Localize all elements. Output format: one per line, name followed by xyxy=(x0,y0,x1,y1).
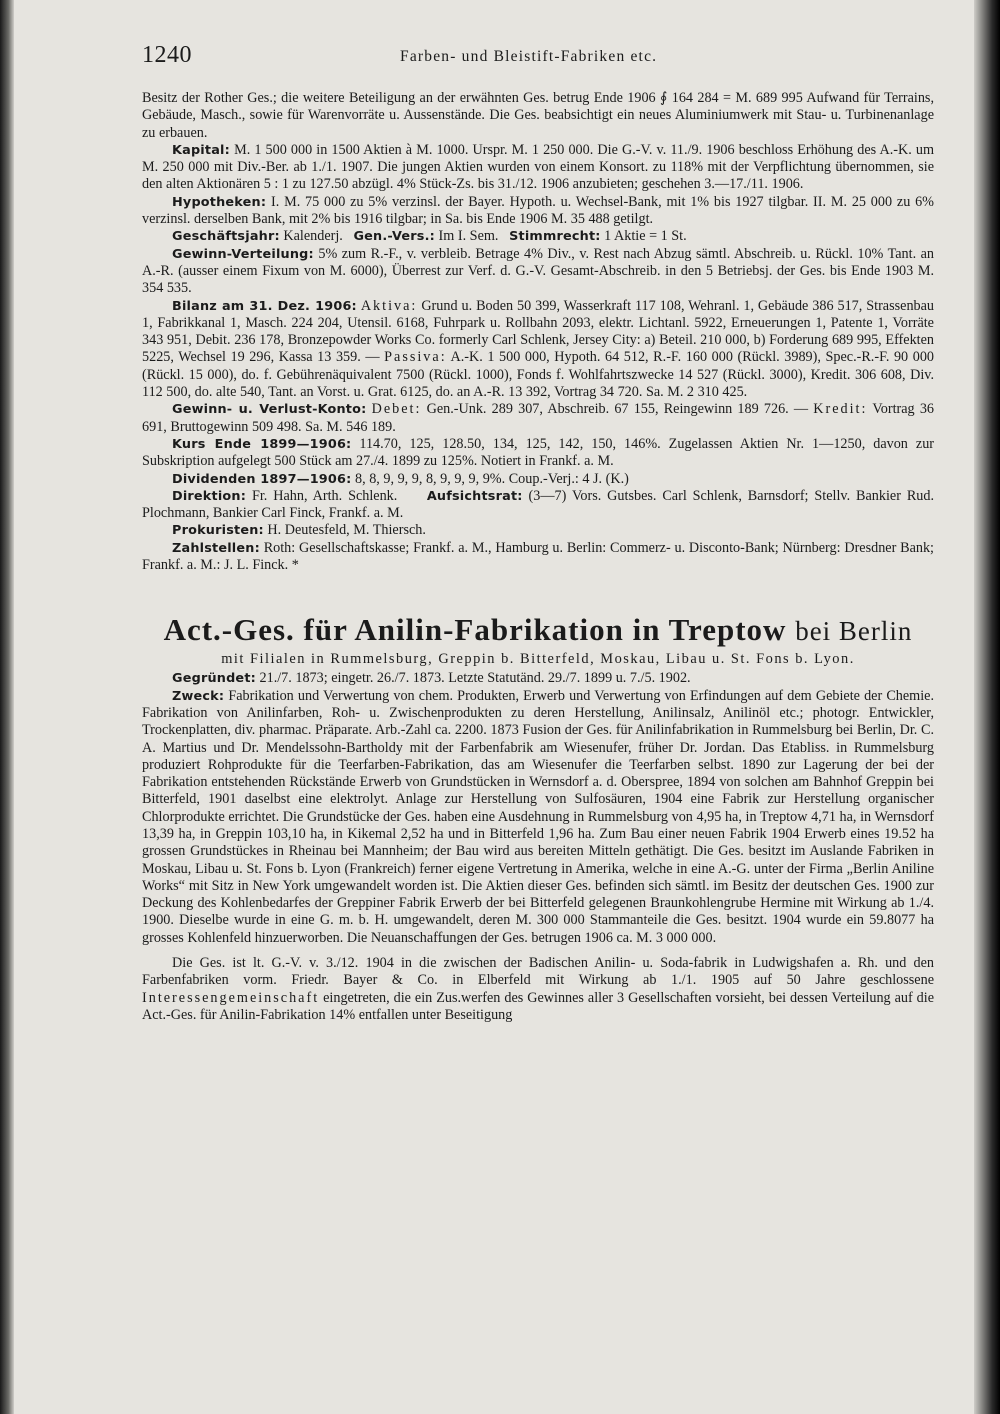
direktion-paragraph xyxy=(142,488,934,523)
direktion-label: Direktion: xyxy=(172,488,247,504)
kurs-text: 114.70, 125, 128.50, 134, 125, 142, 150, 146%. Zugelassen Aktien Nr. 1—1250, davon zur Subskription aufgelegt 500 Stück am 27./4. 1899 zu 125%. Notiert in Frankf. a. M. xyxy=(142,435,935,470)
prokuristen-paragraph xyxy=(142,522,934,539)
hypotheken-paragraph xyxy=(142,194,934,229)
company-subheading: mit Filialen in Rummelsburg, Greppin b. Bitterfeld, Moskau, Libau u. St. Fons b. Lyon. xyxy=(221,651,855,668)
bilanz-paragraph xyxy=(142,298,934,402)
kapital-text: M. 1 500 000 in 1500 Aktien à M. 1000. Urspr. M. 1 250 000. Die G.-V. v. 11./9. 1906 beschloss Erhöhung des A.-K. um M. 250 000 mit Div.-Ber. ab 1./1. 1907. Die jungen Aktien wurden von einem Konsort. zu 118% mit der Verpflichtung übernommen, sie den alten Aktionären 5 : 1 zu 127.50 abzügl. 4% Stück-Zs. bis 31./12. 1906 anzubieten; geschehen 3.—17./11. 1906. xyxy=(142,141,934,193)
kurs-paragraph xyxy=(142,436,934,471)
kapital-paragraph xyxy=(142,142,934,194)
intro-text: Besitz der Rother Ges.; die weitere Beteiligung an der erwähnten Ges. betrug Ende 1906 ∮ 164 284 = M. 689 995 Aufwand für Terrains, Gebäude, Masch., sowie für Warenvorräte u. Aussenstände. Die Ges. beabsichtigt ein neues Aluminiumwerk mit Stau- u. Turbinenanlage zu erbauen. xyxy=(142,90,934,141)
prokuristen-text: H. Deutesfeld, M. Thiersch. xyxy=(267,522,426,539)
final-text-b: eingetreten, die ein Zus.werfen des Gewinnes aller 3 Gesellschaften vorsieht, bei dessen Verteilung auf die Act.-Ges. für Anilin-Fabrikation 14% entfallen unter Beseitigung xyxy=(142,989,934,1023)
aufsichtsrat-text: (3—7) Vors. Gutsbes. Carl Schlenk, Barnsdorf; Stellv. Bankier Rud. Plochmann, Bankier Carl Finck, Frankf. a. M. xyxy=(142,487,935,522)
page-number: 1240 xyxy=(142,42,192,68)
guv-kredit-text: Vortrag 36 691, Bruttogewinn 509 498. Sa. M. 546 189. xyxy=(142,401,935,435)
text-column xyxy=(142,38,934,1024)
zahlstellen-paragraph xyxy=(142,540,934,575)
geschaeftsjahr-label: Geschäftsjahr: xyxy=(172,229,280,245)
debet-label: Debet: xyxy=(371,401,422,418)
company-heading xyxy=(142,612,934,649)
bilanz-passiva-text: A.-K. 1 500 000, Hypoth. 64 512, R.-F. 160 000 (Rückl. 3989), Spec.-R.-F. 90 000 (Rückl. 15 000), do. f. Gebührenäquivalent 7500 (Rückl. 1000), Fonds f. Wohlfahrtszwecke 14 527 (Rückl. 3000), Kredit. 306 608, Div. 112 500, do. alte 540, Tant. an Vorst. u. Grat. 6125, do. an A.-R. 13 392, Vortrag 34 720. Sa. M. 2 310 425. xyxy=(142,349,935,401)
kapital-label: Kapital: xyxy=(172,142,230,158)
dividenden-text: 8, 8, 9, 9, 9, 8, 9, 9, 9, 9%. Coup.-Verj.: 4 J. (K.) xyxy=(355,470,629,487)
guv-paragraph xyxy=(142,401,934,436)
interessengemeinschaft-paragraph xyxy=(142,955,934,1024)
guv-label: Gewinn- u. Verlust-Konto: xyxy=(172,402,367,418)
aufsichtsrat-label: Aufsichtsrat: xyxy=(426,488,523,504)
binding-shadow xyxy=(0,0,14,1414)
gegruendet-text: 21./7. 1873; eingetr. 26./7. 1873. Letzte Statutänd. 29./7. 1899 u. 7./5. 1902. xyxy=(259,670,691,687)
zahlstellen-label: Zahlstellen: xyxy=(172,540,260,556)
kredit-label: Kredit: xyxy=(813,401,868,418)
geschaeftsjahr-text: Kalenderj. xyxy=(283,228,343,245)
direktion-text: Fr. Hahn, Arth. Schlenk. xyxy=(251,487,398,504)
bilanz-aktiva-text: Grund u. Boden 50 399, Wasserkraft 117 108, Wehranl. 1, Gebäude 386 517, Strassenbau 1, Fabrikkanal 1, Masch. 224 204, Utensil. 6168, Fuhrpark u. Rollbahn 2093, elektr. Lichtanl. 5922, Erneuerungen 1, Patente 1, Vorräte 343 951, Debit. 236 178, Bronzepowder Works Co. formerly Carl Schlenk, Jersey City: a) Beteil. 210 000, b) Forderung 689 995, Effekten 5225, Wechsel 19 296, Kassa 13 359. — xyxy=(142,297,935,366)
paragraph-gap xyxy=(142,947,934,955)
hypotheken-label: Hypotheken: xyxy=(172,194,267,210)
final-text-a: Die Ges. ist lt. G.-V. v. 3./12. 1904 in die zwischen der Badischen Anilin- u. Soda-fabrik in Ludwigshafen a. Rh. und den Farbenfabriken vorm. Friedr. Bayer & Co. in Elberfeld mit Wirkung ab 1./1. 1905 auf 50 Jahre geschlossene xyxy=(142,955,934,989)
prokuristen-label: Prokuristen: xyxy=(172,523,264,539)
genvers-text: Im I. Sem. xyxy=(438,228,499,245)
company-location: bei Berlin xyxy=(795,616,913,647)
zweck-label: Zweck: xyxy=(172,688,225,704)
gewinnverteilung-paragraph xyxy=(142,246,934,298)
interessengemeinschaft-term: Interessengemeinschaft xyxy=(142,989,320,1006)
zweck-paragraph xyxy=(142,688,934,947)
gewinnverteilung-text: 5% zum R.-F., v. verbleib. Betrage 4% Div., v. Rest nach Abzug sämtl. Abschreib. u. Rückl. 10% Tant. an A.-R. (ausser einem Fixum von M. 6000), Überrest zur Verf. d. G.-V. Gesamt-Abschreib. in den 5 Betriebsj. der Ges. bis Ende 1903 M. 354 535. xyxy=(142,245,934,297)
dividenden-paragraph xyxy=(142,471,934,488)
entry-intro-paragraph xyxy=(142,90,934,142)
stimmrecht-text: 1 Aktie = 1 St. xyxy=(604,228,687,245)
running-head xyxy=(142,38,934,78)
company-name: Act.-Ges. für Anilin-Fabrikation in Treptow xyxy=(163,612,787,648)
page-edge-shadow xyxy=(974,0,1000,1414)
geschaeftsjahr-paragraph xyxy=(142,228,934,245)
gewinnverteilung-label: Gewinn-Verteilung: xyxy=(172,246,314,262)
kurs-label: Kurs Ende 1899—1906: xyxy=(172,436,352,452)
passiva-label: Passiva: xyxy=(384,349,447,366)
dividenden-label: Dividenden 1897—1906: xyxy=(172,471,352,487)
genvers-label: Gen.-Vers.: xyxy=(353,229,435,245)
aktiva-label: Aktiva: xyxy=(360,297,418,314)
running-title: Farben- und Bleistift-Fabriken etc. xyxy=(400,48,658,65)
gegruendet-label: Gegründet: xyxy=(172,671,256,687)
guv-debet-text: Gen.-Unk. 289 307, Abschreib. 67 155, Reingewinn 189 726. — xyxy=(426,401,809,418)
stimmrecht-label: Stimmrecht: xyxy=(509,229,601,245)
zahlstellen-text: Roth: Gesellschaftskasse; Frankf. a. M., Hamburg u. Berlin: Commerz- u. Disconto-Bank; Nürnberg: Dresdner Bank; Frankf. a. M.: J. L. Finck. * xyxy=(142,539,934,574)
gegruendet-paragraph xyxy=(142,670,934,687)
bilanz-label: Bilanz am 31. Dez. 1906: xyxy=(172,298,357,314)
hypotheken-text: I. M. 75 000 zu 5% verzinsl. der Bayer. Hypoth. u. Wechsel-Bank, mit 1% bis 1927 tilgbar. II. M. 25 000 zu 6% verzinsl. derselben Bank, mit 2% bis 1916 tilgbar; in Sa. bis Ende 1906 M. 35 488 getilgt. xyxy=(142,193,935,228)
zweck-text: Fabrikation und Verwertung von chem. Produkten, Erwerb und Verwertung von Erfindungen auf dem Gebiete der Chemie. Fabrikation von Anilinfarben, Roh- u. Zwischenprodukten zu deren Herstellung, Anilinsalz, Anilinöl etc.; photogr. Entwickler, Trockenplatten, div. pharmac. Präparate. Arb.-Zahl ca. 2200. 1873 Fusion der Ges. für Anilinfabrikation in Rummelsburg bei Berlin, Dr. C. A. Martius und Dr. Mendelssohn-Bartholdy mit der Farbenfabrik am Wiesenufer, früher Dr. Jordan. Das Etabliss. in Rummelsburg produziert Rohprodukte für die Teerfarben-Fabrikation, das am Wiesenufer die Teerfarben selbst. 1890 zur Lagerung der bei der Fabrikation entstehenden Rückstände Erwerb von Grundstücken in Wernsdorf a. d. Oberspree, 1894 von solchen am Bahnhof Greppin bei Bitterfeld, 1901 daselbst eine elektrolyt. Anlage zur Herstellung von Sulfosäuren, 1904 eine Fabrik zur Herstellung organischer Chlorprodukte errichtet. Die Grundstücke der Ges. haben eine Ausdehnung in Rummelsburg von 4,95 ha, in Treptow 4,71 ha, in Wernsdorf 13,39 ha, in Greppin 103,10 ha, in Kikemal 2,52 ha und in Bitterfeld 1,96 ha. Zum Bau einer neuen Fabrik 1904 Erwerb eines 19.52 ha grossen Grundstückes in Rheinau bei Mannheim; der Bau wird aus bereiten Mitteln gethätigt. Die Ges. besitzt im Auslande Fabriken in Moskau, Libau u. St. Fons b. Lyon (Frankreich) ferner eigene Vertretung in Amerika, welche in eine A.-G. unter der Firma „Berlin Aniline Works“ mit Sitz in New York umgewandelt worden ist. Die Aktien dieser Ges. befinden sich sämtl. im Besitz der deutschen Ges. 1900 zur Deckung des Kohlenbedarfes der Greppiner Fabrik Erwerb der bei Bitterfeld gelegenen Braunkohlengrube Hermine mit Wirkung ab 1./4. 1900. Dieselbe wurde in eine G. m. b. H. umgewandelt, deren M. 300 000 Stammanteile die Ges. besitzt. 1904 wurde ein 59.8077 ha grosses Kohlenfeld hinzuerworben. Die Neuanschaffungen der Ges. betrugen 1906 ca. M. 3 000 000. xyxy=(142,687,934,946)
